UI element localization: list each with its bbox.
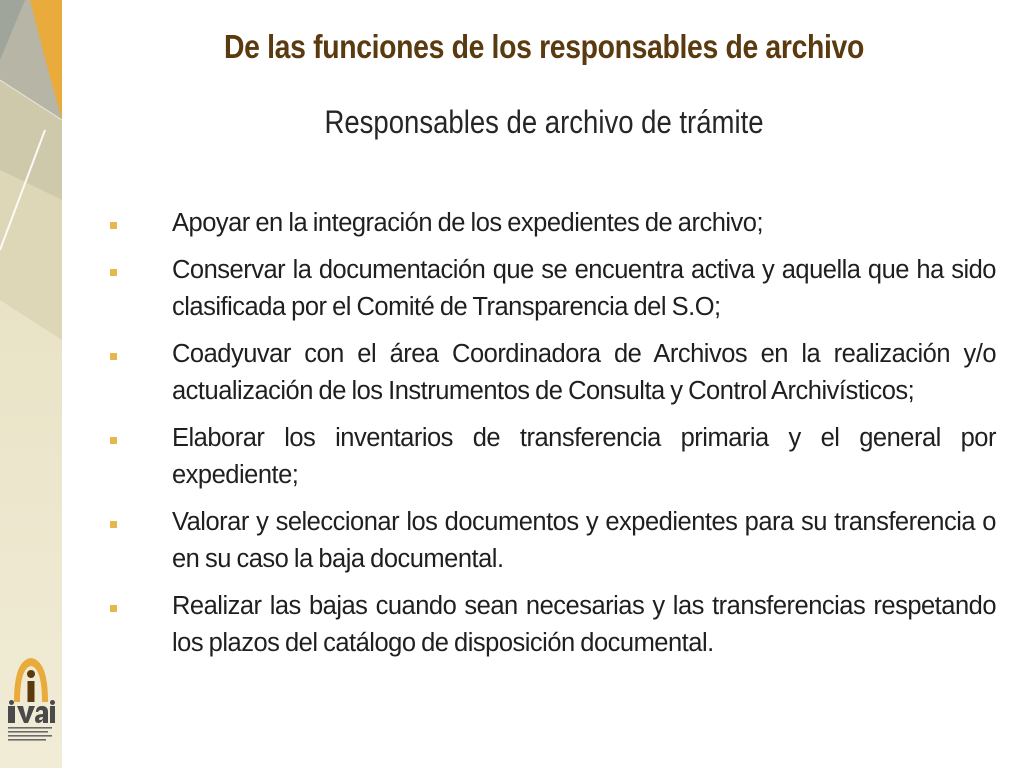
bullet-item	[104, 205, 996, 242]
slide-subtitle: Responsables de archivo de trámite	[324, 104, 764, 140]
bullet-text: Realizar las bajas cuando sean necesarias y las transferencias respetando los plazos del catálogo de disposición documental.	[172, 592, 996, 657]
bullet-list	[104, 205, 996, 672]
bullet-square-icon	[110, 353, 117, 360]
bullet-square-icon	[110, 222, 117, 229]
bullet-item	[104, 420, 996, 494]
bullet-item	[104, 504, 996, 578]
bullet-text: Conservar la documentación que se encuentra activa y aquella que ha sido clasificada por el Comité de Transparencia del S.O;	[172, 256, 996, 321]
bullet-text: Valorar y seleccionar los documentos y expedientes para su transferencia o en su caso la baja documental.	[172, 508, 996, 573]
ivai-logo	[4, 652, 58, 752]
bullet-item	[104, 336, 996, 410]
slide-title: De las funciones de los responsables de archivo	[224, 28, 864, 65]
bullet-text: Coadyuvar con el área Coordinadora de Archivos en la realización y/o actualización de los Instrumentos de Consulta y Control Archivísticos;	[172, 340, 996, 405]
bullet-text: Elaborar los inventarios de transferencia primaria y el general por expediente;	[172, 424, 996, 489]
bullet-text: Apoyar en la integración de los expedientes de archivo;	[172, 209, 764, 237]
bullet-item	[104, 252, 996, 326]
bullet-square-icon	[110, 269, 117, 276]
bullet-square-icon	[110, 521, 117, 528]
bullet-square-icon	[110, 605, 117, 612]
bullet-square-icon	[110, 437, 117, 444]
decorative-side-band	[0, 0, 62, 768]
bullet-item	[104, 588, 996, 662]
